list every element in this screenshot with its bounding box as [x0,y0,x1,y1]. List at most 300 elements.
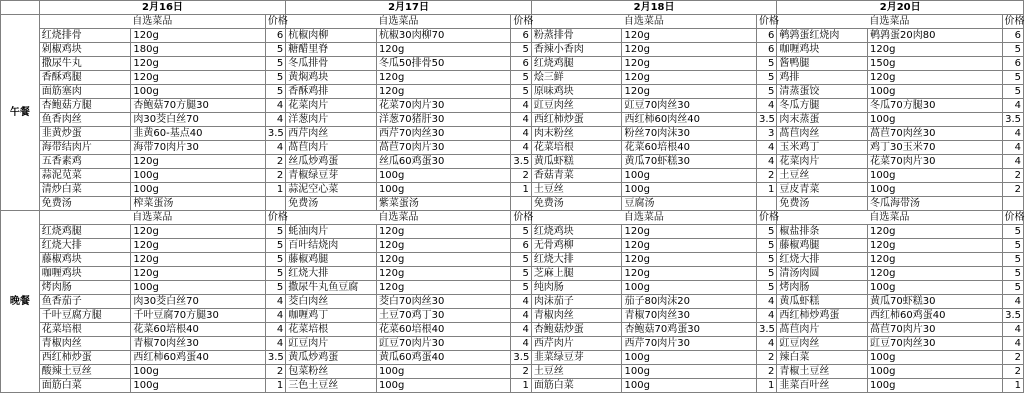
dish-price: 4 [265,323,285,337]
dish-price: 2 [1002,183,1024,197]
dish-name: 肉末蒸蛋 [777,113,868,127]
dish-portion: 100g [868,183,1002,197]
dish-price: 5 [1002,71,1024,85]
dish-name: 蒜泥空心菜 [286,183,377,197]
dish-price: 5 [756,239,776,253]
dish-price: 5 [265,85,285,99]
dish-name: 酱鸭腿 [777,57,868,71]
dish-name: 杏鲍菇炒蛋 [531,323,622,337]
dish-name: 椒盐排条 [777,225,868,239]
dish-price: 2 [511,169,531,183]
dish-portion: 100g [868,281,1002,295]
dish-price: 4 [511,113,531,127]
lunch-soup-row [1,197,1024,211]
date-header: 2月16日 [39,1,286,15]
table-row [1,337,1024,351]
dish-price: 5 [756,253,776,267]
dish-price: 3.5 [1002,113,1024,127]
dish-portion: 120g [376,225,510,239]
dish-name: 冬瓜排骨 [286,57,377,71]
dish-name: 红烧大排 [39,239,131,253]
table-row [1,85,1024,99]
dish-portion: 花菜60培根40 [622,141,756,155]
dish-name: 无骨鸡柳 [531,239,622,253]
dish-price: 6 [265,29,285,43]
dish-price: 3.5 [511,155,531,169]
table-row [1,155,1024,169]
dish-name: 酸辣土豆丝 [39,365,131,379]
dish-name: 烤肉肠 [39,281,131,295]
dish-price: 5 [511,281,531,295]
date-header: 2月20日 [777,1,1024,15]
dish-header: 自选菜品 [286,15,511,29]
dish-name: 西芹肉丝 [286,127,377,141]
dish-price: 5 [511,43,531,57]
dish-portion: 韭黄60-基点40 [131,127,265,141]
price-header: 价格 [265,15,285,29]
dish-name: 芝麻上腿 [531,267,622,281]
dish-price: 4 [1002,99,1024,113]
dish-name: 花菜肉片 [777,155,868,169]
dish-name: 面筋塞肉 [39,85,131,99]
price-header: 价格 [511,15,531,29]
dish-portion: 豇豆70肉丝30 [622,99,756,113]
dish-name: 土豆丝 [531,183,622,197]
dish-price: 2 [265,169,285,183]
table-row [1,29,1024,43]
free-soup-name: 紫菜蛋汤 [376,197,510,211]
dinner-subheader-row [1,211,1024,225]
dish-name: 西芹肉片 [531,337,622,351]
dish-name: 黄焖鸡块 [286,71,377,85]
dish-price: 6 [1002,57,1024,71]
dish-name: 萵苣肉片 [777,323,868,337]
dish-price: 1 [1002,379,1024,393]
dish-portion: 150g [868,57,1002,71]
dish-price: 4 [265,99,285,113]
dish-price: 5 [265,267,285,281]
dish-name: 香菇青菜 [531,169,622,183]
dish-name: 红烧鸡块 [531,225,622,239]
dish-price: 5 [511,225,531,239]
table-row [1,267,1024,281]
table-row [1,309,1024,323]
table-row [1,183,1024,197]
dish-portion: 100g [868,379,1002,393]
dish-portion: 冬瓜70方腿30 [868,99,1002,113]
dish-portion: 西红柿60鸡蛋40 [131,351,265,365]
dish-portion: 100g [131,85,265,99]
table-row [1,57,1024,71]
dish-price: 4 [756,141,776,155]
dish-header: 自选菜品 [777,211,1002,225]
dish-price: 3.5 [511,351,531,365]
dish-price: 5 [265,253,285,267]
dish-portion: 洋葱70猪肝30 [376,113,510,127]
dish-portion: 100g [868,85,1002,99]
price-header: 价格 [1002,211,1024,225]
table-row [1,365,1024,379]
dish-portion: 100g [622,379,756,393]
dish-portion: 120g [622,225,756,239]
dish-portion: 100g [376,379,510,393]
dish-portion: 西芹70肉片30 [622,337,756,351]
table-row [1,239,1024,253]
dish-name: 豆皮青菜 [777,183,868,197]
table-row [1,43,1024,57]
dish-portion: 100g [131,365,265,379]
dish-header: 自选菜品 [39,15,265,29]
dish-portion: 120g [868,71,1002,85]
dish-portion: 120g [622,85,756,99]
dish-portion: 鹌鹑蛋20肉80 [868,29,1002,43]
dish-portion: 120g [868,225,1002,239]
dish-header: 自选菜品 [286,211,511,225]
dish-name: 红烧排骨 [39,29,131,43]
dish-price: 4 [756,295,776,309]
dish-portion: 豇豆70肉丝30 [868,337,1002,351]
dish-portion: 120g [131,253,265,267]
dish-price: 5 [265,239,285,253]
dish-name: 青椒肉丝 [531,309,622,323]
dish-portion: 100g [622,281,756,295]
price-header: 价格 [511,211,531,225]
dish-name: 花菜肉片 [286,99,377,113]
dish-price: 5 [756,57,776,71]
dish-name: 藤椒鸡块 [39,253,131,267]
dish-portion: 茭白70肉丝30 [376,295,510,309]
dish-name: 百叶结烧肉 [286,239,377,253]
dish-name: 洋葱肉片 [286,113,377,127]
free-soup-name: 豆腐汤 [622,197,756,211]
dish-name: 黄瓜虾糕 [531,155,622,169]
dish-price: 4 [1002,337,1024,351]
dish-name: 黄瓜炒鸡蛋 [286,351,377,365]
free-soup-name: 冬瓜海带汤 [868,197,1002,211]
price-header: 价格 [265,211,285,225]
dish-price: 2 [1002,351,1024,365]
dish-price: 4 [756,337,776,351]
dish-price: 2 [511,365,531,379]
dish-price: 1 [265,379,285,393]
dish-portion: 杏鲍菇70方腿30 [131,99,265,113]
dish-price: 3.5 [756,113,776,127]
dish-portion: 120g [868,253,1002,267]
dish-portion: 120g [131,29,265,43]
dish-portion: 120g [376,239,510,253]
dish-name: 萵苣肉丝 [777,127,868,141]
price-header: 价格 [756,211,776,225]
free-soup-price [511,197,531,211]
dish-price: 5 [511,267,531,281]
table-row [1,281,1024,295]
table-row [1,225,1024,239]
dish-name: 韭黄炒蛋 [39,127,131,141]
dish-price: 1 [756,183,776,197]
dish-price: 6 [756,43,776,57]
free-soup-price [1002,197,1024,211]
dish-name: 红烧大排 [777,253,868,267]
price-header: 价格 [756,15,776,29]
dish-portion: 120g [868,239,1002,253]
dish-portion: 100g [131,379,265,393]
dish-price: 2 [265,365,285,379]
free-soup-label: 免费汤 [531,197,622,211]
corner-cell [1,1,40,15]
dish-name: 清蒸蛋饺 [777,85,868,99]
dish-name: 藤椒鸡腿 [286,253,377,267]
free-soup-price [756,197,776,211]
dish-price: 5 [1002,239,1024,253]
dish-price: 4 [1002,127,1024,141]
dish-name: 韭菜绿豆芽 [531,351,622,365]
dish-name: 杏鲍菇方腿 [39,99,131,113]
dish-portion: 杏鲍菇70鸡蛋30 [622,323,756,337]
dish-price: 3 [756,127,776,141]
dish-portion: 黄瓜60鸡蛋40 [376,351,510,365]
dish-price: 5 [1002,85,1024,99]
dish-price: 4 [1002,295,1024,309]
dish-portion: 120g [131,239,265,253]
dish-name: 鹌鹑蛋红烧肉 [777,29,868,43]
dish-portion: 萵苣70肉片30 [376,141,510,155]
dish-price: 6 [511,57,531,71]
dish-portion: 120g [131,267,265,281]
dish-price: 4 [265,337,285,351]
dish-portion: 青椒70肉丝30 [622,309,756,323]
dish-portion: 120g [376,43,510,57]
dish-price: 5 [265,71,285,85]
dish-price: 6 [511,239,531,253]
dish-name: 西红柿炒蛋 [39,351,131,365]
dish-price: 2 [756,351,776,365]
dish-price: 5 [511,85,531,99]
dish-price: 4 [511,323,531,337]
dish-price: 5 [265,43,285,57]
dish-portion: 120g [622,57,756,71]
dish-portion: 鸡丁30玉米70 [868,141,1002,155]
table-row [1,113,1024,127]
dish-name: 咖喱鸡丁 [286,309,377,323]
dish-name: 包菜粉丝 [286,365,377,379]
dish-name: 玉米鸡丁 [777,141,868,155]
table-row [1,99,1024,113]
dish-price: 5 [756,85,776,99]
dish-price: 4 [265,295,285,309]
dish-price: 3.5 [265,351,285,365]
dish-portion: 100g [622,351,756,365]
dish-portion: 120g [131,57,265,71]
dish-price: 5 [265,225,285,239]
dish-price: 4 [511,141,531,155]
dish-name: 萵苣肉片 [286,141,377,155]
dish-portion: 120g [622,71,756,85]
dish-price: 5 [265,281,285,295]
dish-name: 纯肉肠 [531,281,622,295]
dish-portion: 100g [131,183,265,197]
dish-portion: 120g [376,267,510,281]
dish-price: 4 [511,337,531,351]
table-row [1,379,1024,393]
dish-price: 2 [756,169,776,183]
dish-portion: 100g [868,113,1002,127]
dish-name: 鱼香肉丝 [39,113,131,127]
dish-price: 4 [265,113,285,127]
dish-portion: 杭椒30肉柳70 [376,29,510,43]
dish-price: 6 [756,29,776,43]
dish-name: 花菜培根 [39,323,131,337]
dish-name: 剁椒鸡块 [39,43,131,57]
dish-name: 鸡排 [777,71,868,85]
dish-name: 青椒绿豆芽 [286,169,377,183]
dish-portion: 120g [622,239,756,253]
dish-price: 4 [265,141,285,155]
dish-name: 土豆丝 [531,365,622,379]
dish-name: 鱼香茄子 [39,295,131,309]
dish-price: 4 [1002,141,1024,155]
dish-name: 原味鸡块 [531,85,622,99]
dish-name: 海带结肉片 [39,141,131,155]
dish-header: 自选菜品 [531,15,756,29]
dish-name: 肉沫茄子 [531,295,622,309]
dish-price: 4 [511,99,531,113]
dish-price: 4 [1002,155,1024,169]
dish-portion: 120g [622,29,756,43]
dish-portion: 萵苣70肉丝30 [868,127,1002,141]
dish-name: 咖喱鸡块 [39,267,131,281]
dish-name: 糖醋里脊 [286,43,377,57]
dish-price: 3.5 [265,127,285,141]
dish-name: 西红柿炒鸡蛋 [777,309,868,323]
dish-name: 红烧大排 [286,267,377,281]
dish-name: 蚝油肉片 [286,225,377,239]
dish-price: 5 [511,253,531,267]
dish-price: 1 [756,379,776,393]
dish-portion: 粉丝70肉沫30 [622,127,756,141]
dish-price: 5 [265,57,285,71]
dish-portion: 100g [622,183,756,197]
free-soup-price [265,197,285,211]
dish-portion: 120g [376,71,510,85]
dish-price: 4 [511,295,531,309]
dish-price: 5 [1002,253,1024,267]
date-header: 2月18日 [531,1,777,15]
dish-name: 清炒白菜 [39,183,131,197]
dish-portion: 100g [376,365,510,379]
date-header-row [1,1,1024,15]
dish-portion: 花菜70肉片30 [376,99,510,113]
dish-name: 豇豆肉丝 [531,99,622,113]
dish-name: 肉末粉丝 [531,127,622,141]
dish-price: 5 [1002,267,1024,281]
dish-price: 4 [1002,323,1024,337]
dish-name: 烩三鲜 [531,71,622,85]
dish-name: 五香素鸡 [39,155,131,169]
dish-portion: 100g [131,281,265,295]
date-header: 2月17日 [286,1,532,15]
dish-portion: 花菜60培根40 [131,323,265,337]
table-row [1,141,1024,155]
dish-portion: 萵苣70肉片30 [868,323,1002,337]
dish-name: 藤椒鸡腿 [777,239,868,253]
dish-portion: 120g [376,85,510,99]
dish-portion: 100g [868,169,1002,183]
dish-price: 2 [1002,365,1024,379]
dish-portion: 120g [622,253,756,267]
dish-portion: 丝瓜60鸡蛋30 [376,155,510,169]
dish-portion: 120g [376,253,510,267]
dish-price: 5 [756,71,776,85]
dish-name: 香辣小香肉 [531,43,622,57]
table-row [1,295,1024,309]
dish-price: 5 [1002,281,1024,295]
dish-portion: 海带70肉片30 [131,141,265,155]
dish-portion: 180g [131,43,265,57]
dish-name: 杭椒肉柳 [286,29,377,43]
dish-portion: 土豆70鸡丁30 [376,309,510,323]
dish-portion: 120g [131,155,265,169]
dish-name: 红烧鸡腿 [39,225,131,239]
dish-price: 4 [756,155,776,169]
dish-portion: 120g [868,43,1002,57]
dish-price: 5 [1002,225,1024,239]
dish-price: 5 [1002,43,1024,57]
dish-price: 6 [511,29,531,43]
dish-portion: 100g [622,365,756,379]
dish-name: 撒尿牛丸 [39,57,131,71]
dish-price: 5 [756,281,776,295]
dish-portion: 西红柿60肉丝40 [622,113,756,127]
dish-portion: 100g [376,169,510,183]
dish-name: 红烧鸡腿 [531,57,622,71]
free-soup-label: 免费汤 [777,197,868,211]
dish-name: 三色土豆丝 [286,379,377,393]
dish-portion: 120g [131,225,265,239]
table-row [1,323,1024,337]
table-row [1,169,1024,183]
dish-header: 自选菜品 [777,15,1002,29]
dish-portion: 花菜60培根40 [376,323,510,337]
dish-price: 2 [1002,169,1024,183]
free-soup-label: 免费汤 [286,197,377,211]
dish-portion: 肉30茭白丝70 [131,113,265,127]
free-soup-name: 榨菜蛋汤 [131,197,265,211]
dish-portion: 冬瓜50排骨50 [376,57,510,71]
dish-name: 清汤肉圆 [777,267,868,281]
dish-price: 4 [265,309,285,323]
dish-name: 丝瓜炒鸡蛋 [286,155,377,169]
dish-portion: 120g [868,267,1002,281]
dish-name: 花菜培根 [286,323,377,337]
dish-name: 豇豆肉片 [286,337,377,351]
dish-portion: 黄瓜70虾糕30 [868,295,1002,309]
dish-name: 面筋白菜 [531,379,622,393]
price-header: 价格 [1002,15,1024,29]
dish-price: 1 [511,379,531,393]
dish-price: 2 [756,365,776,379]
dish-portion: 100g [868,365,1002,379]
dish-name: 辣白菜 [777,351,868,365]
dish-portion: 100g [868,351,1002,365]
dish-name: 千叶豆腐方腿 [39,309,131,323]
dish-portion: 西红柿60鸡蛋40 [868,309,1002,323]
lunch-subheader-row [1,15,1024,29]
dish-name: 西红柿炒蛋 [531,113,622,127]
dish-header: 自选菜品 [39,211,265,225]
dish-portion: 120g [376,281,510,295]
dish-name: 红烧大排 [531,253,622,267]
dish-name: 香酥鸡排 [286,85,377,99]
